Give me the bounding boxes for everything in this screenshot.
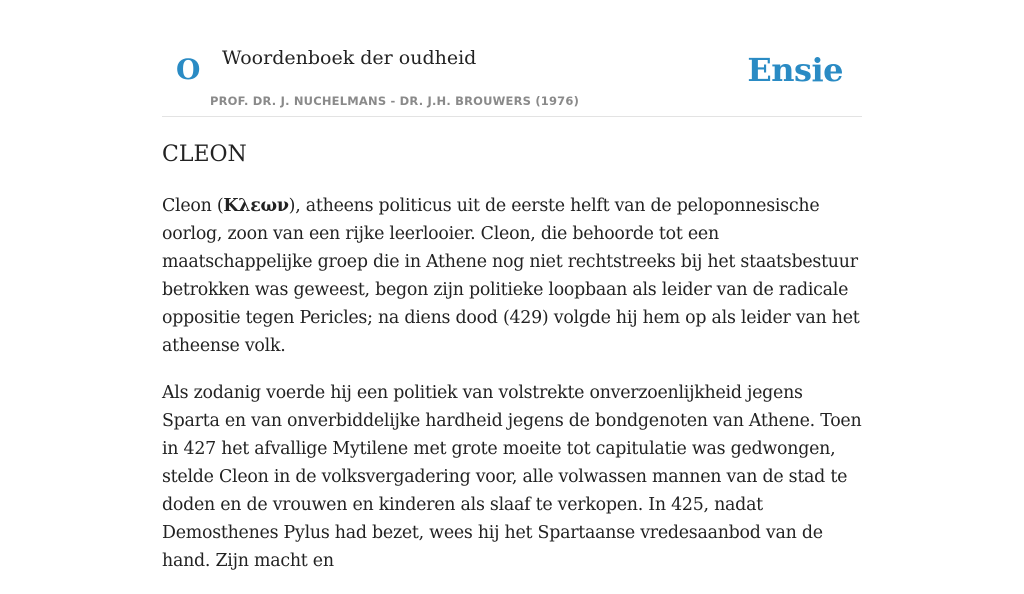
entry-body xyxy=(162,192,864,594)
ensie-logo[interactable]: Ensie xyxy=(747,51,843,89)
book-title[interactable]: Woordenboek der oudheid xyxy=(222,47,477,69)
entry-title: CLEON xyxy=(162,142,247,167)
paragraph-2: Als zodanig voerde hij een politiek van volstrekte onverzoenlijkheid jegens Sparta en van onverbiddelijke hardheid jegens de bondgenoten van Athene. Toen in 427 het afvallige Mytilene met grote moeite tot capitulatie was gedwongen, stelde Cleon in de volksvergadering voor, alle volwassen mannen van de stad te doden en de vrouwen en kinderen als slaaf te verkopen. In 425, nadat Demosthenes Pylus had bezet, wees hij het Spartaanse vredesaanbod van de hand. Zijn macht en xyxy=(162,383,862,571)
paragraph-1 xyxy=(162,192,864,360)
site-header xyxy=(162,0,862,117)
greek-name: Κλεων xyxy=(223,196,289,216)
paragraph-1-lead: Cleon ( xyxy=(162,196,224,216)
paragraph-1-text: ), atheens politicus uit de eerste helft van de peloponnesische oorlog, zoon van een rijke leerlooier. Cleon, die behoorde tot een maatschappelijke groep die in Athene nog niet rechtstreeks bij het staatsbestuur betrokken was geweest, begon zijn politieke loopbaan als leider van de radicale oppositie tegen Pericles; na diens dood (429) volgde hij hem op als leider van het atheense volk. xyxy=(162,196,860,356)
book-authors: PROF. DR. J. NUCHELMANS - DR. J.H. BROUWERS (1976) xyxy=(210,94,580,108)
index-letter[interactable]: O xyxy=(176,53,201,86)
